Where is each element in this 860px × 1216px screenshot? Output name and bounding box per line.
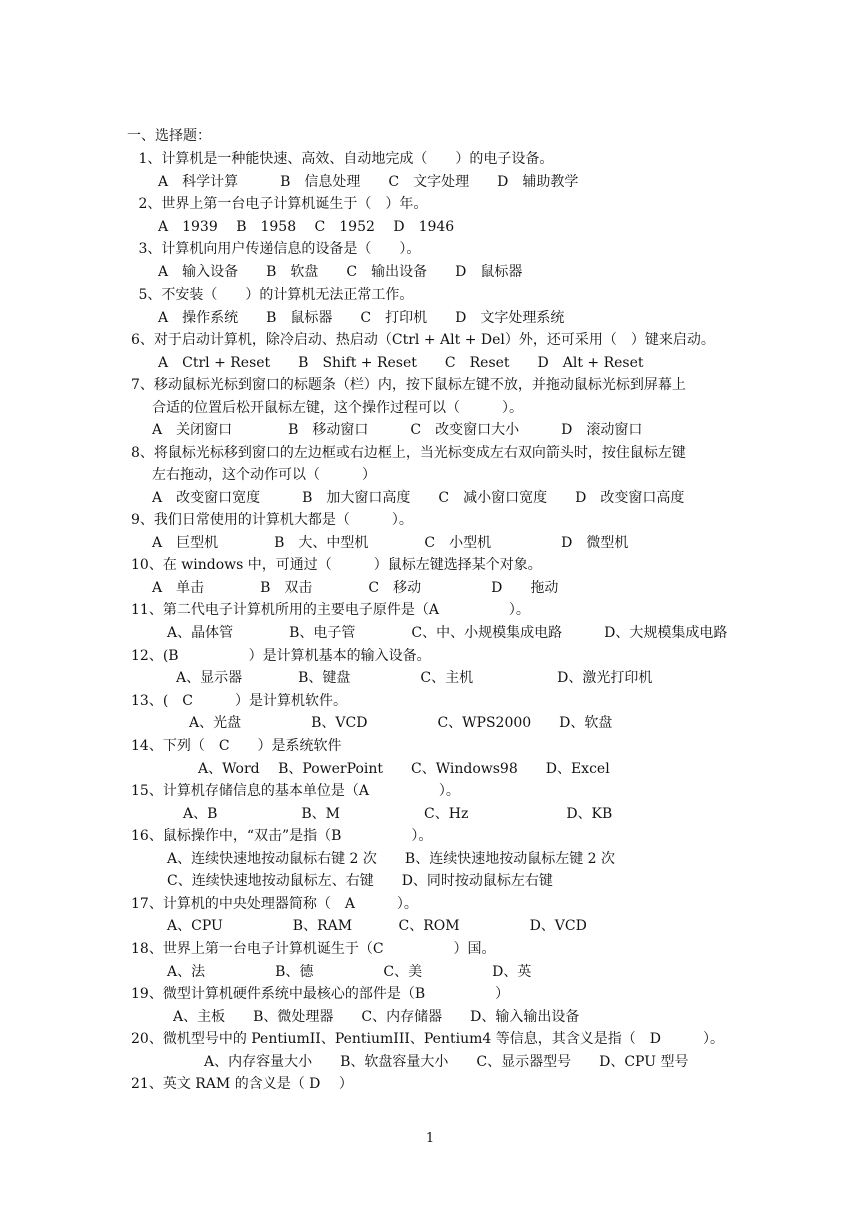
question-9-options: A 巨型机 B 大、中型机 C 小型机 D 微型机 bbox=[152, 535, 629, 551]
question-16-options: A、连续快速地按动鼠标右键 2 次 B、连续快速地按动鼠标左键 2 次 bbox=[167, 851, 616, 867]
question-19: 19、微型计算机硬件系统中最核心的部件是（B ） bbox=[131, 986, 510, 1002]
question-7-line2: 合适的位置后松开鼠标左键，这个操作过程可以（ ）。 bbox=[152, 400, 523, 416]
question-13: 13、( C ）是计算机软件。 bbox=[131, 693, 347, 709]
question-14-options: A、Word B、PowerPoint C、Windows98 D、Excel bbox=[198, 761, 610, 777]
question-3: 3、计算机向用户传递信息的设备是（ ）。 bbox=[134, 241, 421, 257]
page-number: 1 bbox=[425, 1131, 435, 1146]
question-8: 8、将鼠标光标移到窗口的左边框或右边框上，当光标变成左右双向箭头时，按住鼠标左键 bbox=[131, 445, 686, 461]
question-5-options: A 操作系统 B 鼠标器 C 打印机 D 文字处理系统 bbox=[158, 310, 565, 326]
question-15: 15、计算机存储信息的基本单位是（A ）。 bbox=[131, 783, 460, 799]
question-16: 16、鼠标操作中，“双击”是指（B ）。 bbox=[131, 828, 433, 844]
question-18: 18、世界上第一台电子计算机诞生于（C ）国。 bbox=[131, 941, 496, 957]
question-1: 1、计算机是一种能快速、高效、自动地完成（ ）的电子设备。 bbox=[134, 151, 554, 167]
question-20-options: A、内存容量大小 B、软盘容量大小 C、显示器型号 D、CPU 型号 bbox=[204, 1054, 689, 1070]
question-21: 21、英文 RAM 的含义是（ D ） bbox=[131, 1076, 353, 1092]
question-8-line2: 左右拖动，这个动作可以（ ） bbox=[152, 467, 376, 483]
question-6: 6、对于启动计算机，除冷启动、热启动（Ctrl + Alt + Del）外，还可采用（ ）键来启动。 bbox=[131, 332, 715, 348]
question-8-options: A 改变窗口宽度 B 加大窗口高度 C 减小窗口宽度 D 改变窗口高度 bbox=[152, 490, 685, 506]
question-17: 17、计算机的中央处理器简称（ A ）。 bbox=[131, 896, 418, 912]
question-10: 10、在 windows 中，可通过（ ）鼠标左键选择某个对象。 bbox=[131, 557, 542, 573]
question-11-options: A、晶体管 B、电子管 C、中、小规模集成电路 D、大规模集成电路 bbox=[167, 625, 728, 641]
question-12-options: A、显示器 B、键盘 C、主机 D、激光打印机 bbox=[176, 670, 653, 686]
question-18-options: A、法 B、德 C、美 D、英 bbox=[167, 964, 532, 980]
question-10-options: A 单击 B 双击 C 移动 D 拖动 bbox=[152, 580, 559, 596]
question-2-options: A 1939 B 1958 C 1952 D 1946 bbox=[158, 219, 455, 235]
question-17-options: A、CPU B、RAM C、ROM D、VCD bbox=[167, 918, 587, 934]
question-19-options: A、主板 B、微处理器 C、内存储器 D、输入输出设备 bbox=[173, 1009, 580, 1025]
question-6-options: A Ctrl + Reset B Shift + Reset C Reset D Alt + Reset bbox=[158, 355, 644, 371]
question-9: 9、我们日常使用的计算机大都是（ ）。 bbox=[131, 512, 413, 528]
question-16-options-2: C、连续快速地按动鼠标左、右键 D、同时按动鼠标左右键 bbox=[167, 873, 553, 889]
question-7: 7、移动鼠标光标到窗口的标题条（栏）内，按下鼠标左键不放，并拖动鼠标光标到屏幕上 bbox=[131, 377, 686, 393]
question-11: 11、第二代电子计算机所用的主要电子原件是（A ）。 bbox=[131, 602, 530, 618]
question-3-options: A 输入设备 B 软盘 C 输出设备 D 鼠标器 bbox=[158, 264, 523, 280]
question-13-options: A、光盘 B、VCD C、WPS2000 D、软盘 bbox=[189, 715, 613, 731]
question-14: 14、下列（ C ）是系统软件 bbox=[131, 738, 342, 754]
question-20: 20、微机型号中的 PentiumII、PentiumIII、Pentium4 等信息，其含义是指（ D ）。 bbox=[131, 1031, 724, 1047]
question-2: 2、世界上第一台电子计算机诞生于（ ）年。 bbox=[134, 196, 428, 212]
section-title: 一、选择题： bbox=[127, 128, 211, 144]
question-7-options: A 关闭窗口 B 移动窗口 C 改变窗口大小 D 滚动窗口 bbox=[152, 422, 643, 438]
question-5: 5、不安装（ ）的计算机无法正常工作。 bbox=[134, 287, 414, 303]
question-1-options: A 科学计算 B 信息处理 C 文字处理 D 辅助教学 bbox=[158, 174, 579, 190]
question-15-options: A、B B、M C、Hz D、KB bbox=[183, 806, 613, 822]
question-12: 12、(B ）是计算机基本的输入设备。 bbox=[131, 648, 431, 664]
